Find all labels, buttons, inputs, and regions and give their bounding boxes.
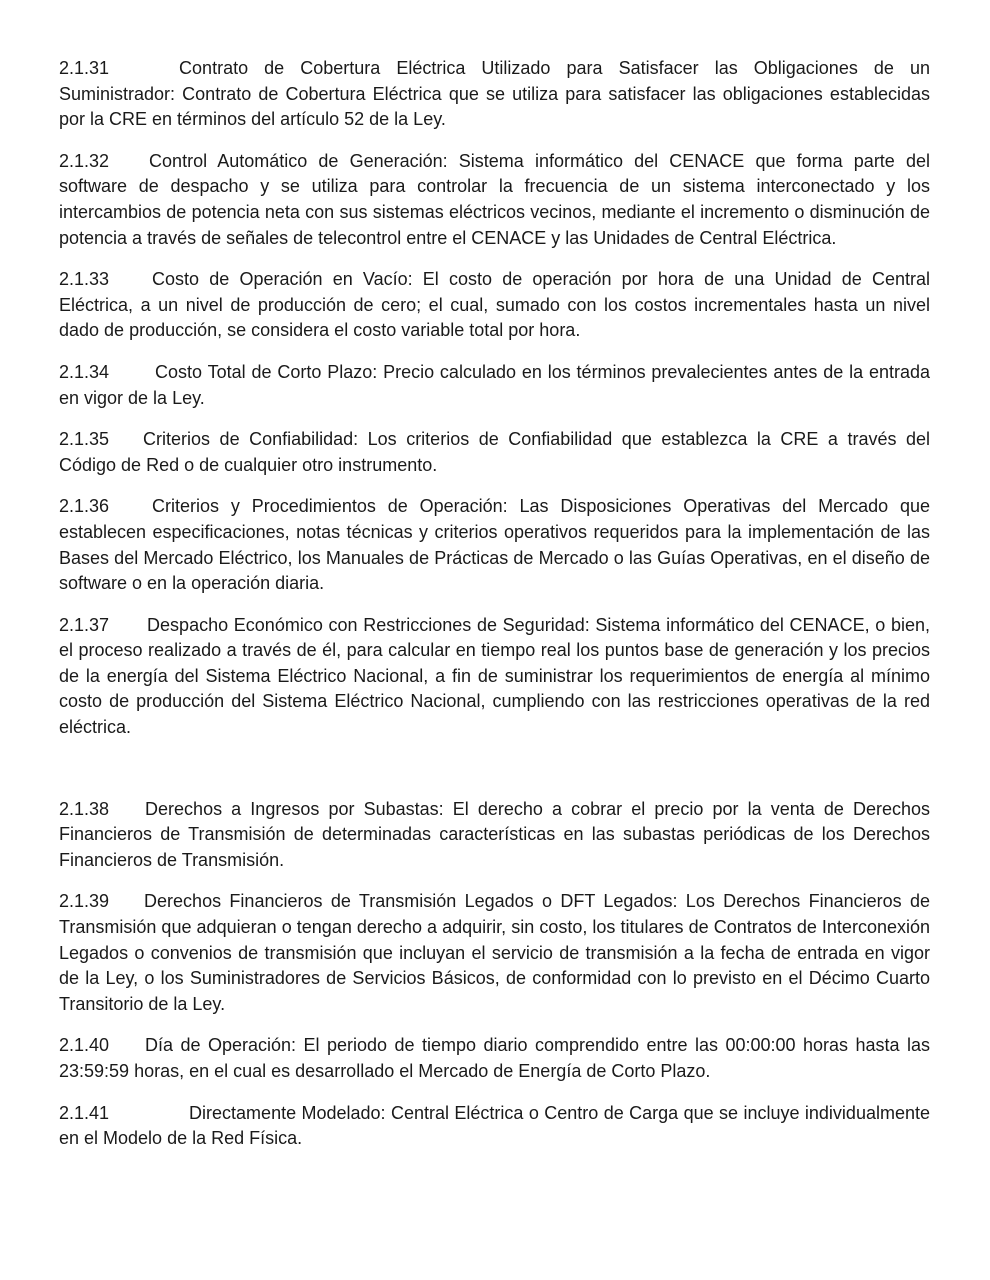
definition-2-1-38 xyxy=(59,797,930,874)
definition-number: 2.1.31 xyxy=(59,58,110,78)
definition-number: 2.1.41 xyxy=(59,1102,110,1123)
definition-number: 2.1.39 xyxy=(59,891,110,912)
definition-text: Costo Total de Corto Plazo: Precio calculado en los términos prevalecientes antes de la entrada en vigor de la Ley. xyxy=(59,361,930,408)
definition-number: 2.1.37 xyxy=(59,614,110,635)
definition-number: 2.1.32 xyxy=(59,150,110,171)
definition-number: 2.1.36 xyxy=(59,496,110,517)
definition-number: 2.1.34 xyxy=(59,361,110,382)
definition-2-1-41 xyxy=(59,1101,930,1152)
definition-number: 2.1.38 xyxy=(59,798,110,819)
definition-text: Control Automático de Generación: Sistema informático del CENACE que forma parte del software de despacho y se utiliza para controlar la frecuencia de un sistema interconectado y los intercambios de potencia neta con sus sistemas eléctricos vecinos, mediante el incremento o disminución de potencia a través de señales de telecontrol entre el CENACE y las Unidades de Central Eléctrica. xyxy=(59,150,930,248)
definition-number: 2.1.40 xyxy=(59,1035,110,1056)
definition-text: Costo de Operación en Vacío: El costo de operación por hora de una Unidad de Central Eléctrica, a un nivel de producción de cero; el cual, sumado con los costos incrementales hasta un nivel dado de producción, se considera el costo variable total por hora. xyxy=(59,269,930,341)
definition-2-1-31 xyxy=(59,56,930,133)
definition-text: Contrato de Cobertura Eléctrica Utilizado para Satisfacer las Obligaciones de un Suministrador: Contrato de Cobertura Eléctrica que se utiliza para satisfacer las obligaciones establecidas por la CRE en términos del artículo 52 de la Ley. xyxy=(59,58,930,130)
definition-text: Día de Operación: El periodo de tiempo diario comprendido entre las 00:00:00 horas hasta las 23:59:59 horas, en el cual es desarrollado el Mercado de Energía de Corto Plazo. xyxy=(59,1035,930,1081)
definition-text: Despacho Económico con Restricciones de Seguridad: Sistema informático del CENACE, o bien, el proceso realizado a través de él, para calcular en tiempo real los puntos base de generación y los precios de la energía del Sistema Eléctrico Nacional, a fin de suministrar los requerimientos de energía al mínimo costo de producción del Sistema Eléctrico Nacional, cumpliendo con las restricciones operativas de la red eléctrica. xyxy=(59,614,930,738)
definition-2-1-35 xyxy=(59,427,930,478)
definition-2-1-39 xyxy=(59,889,930,1017)
definition-text: Derechos Financieros de Transmisión Legados o DFT Legados: Los Derechos Financieros de Transmisión que adquieran o tengan derecho a adquirir, sin costo, los titulares de Contratos de Interconexión Legados o convenios de transmisión que incluyan el servicio de transmisión a la fecha de entrada en vigor de la Ley, o los Suministradores de Servicios Básicos, de conformidad con lo previsto en el Décimo Cuarto Transitorio de la Ley. xyxy=(59,891,930,1014)
definition-2-1-33 xyxy=(59,267,930,344)
definition-2-1-32 xyxy=(59,149,930,251)
definition-number: 2.1.33 xyxy=(59,269,110,290)
definition-text: Criterios de Confiabilidad: Los criterios de Confiabilidad que establezca la CRE a través del Código de Red o de cualquier otro instrumento. xyxy=(59,429,930,475)
definition-text: Criterios y Procedimientos de Operación: Las Disposiciones Operativas del Mercado que establecen especificaciones, notas técnicas y criterios operativos requeridos para la implementación de las Bases del Mercado Eléctrico, los Manuales de Prácticas de Mercado o las Guías Operativas, en el diseño de software o en la operación diaria. xyxy=(59,496,930,594)
definition-text: Derechos a Ingresos por Subastas: El derecho a cobrar el precio por la venta de Derechos Financieros de Transmisión de determinadas características en las subastas periódicas de los Derechos Financieros de Transmisión. xyxy=(59,798,930,870)
definition-number: 2.1.35 xyxy=(59,429,110,450)
document-page xyxy=(59,56,930,1168)
definition-text: Directamente Modelado: Central Eléctrica o Centro de Carga que se incluye individualmente en el Modelo de la Red Física. xyxy=(59,1102,930,1149)
definition-2-1-37 xyxy=(59,613,930,741)
definition-2-1-36 xyxy=(59,494,930,596)
definition-2-1-40 xyxy=(59,1033,930,1084)
definition-2-1-34 xyxy=(59,360,930,411)
